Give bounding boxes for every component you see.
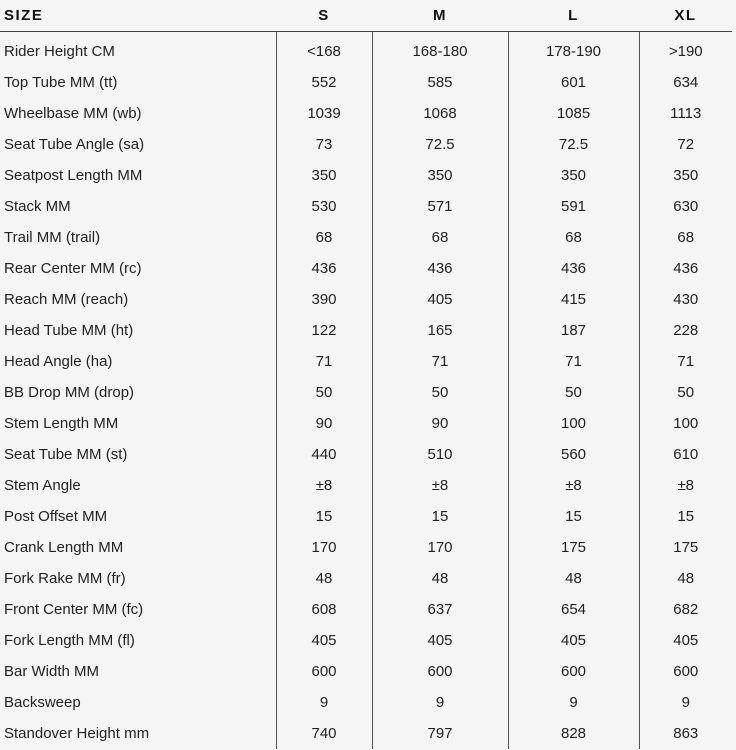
- size-s-header: S: [276, 0, 372, 32]
- cell-value: 828: [508, 718, 639, 749]
- cell-value: 50: [508, 377, 639, 408]
- table-row: [0, 284, 732, 315]
- cell-value: 600: [276, 656, 372, 687]
- cell-value: ±8: [276, 470, 372, 501]
- cell-value: 175: [508, 532, 639, 563]
- table-row: [0, 656, 732, 687]
- size-l-header: L: [508, 0, 639, 32]
- cell-value: 170: [372, 532, 508, 563]
- cell-value: 510: [372, 439, 508, 470]
- cell-value: 350: [372, 160, 508, 191]
- cell-value: 405: [372, 284, 508, 315]
- cell-value: 863: [639, 718, 732, 749]
- cell-value: 48: [639, 563, 732, 594]
- cell-value: 90: [372, 408, 508, 439]
- table-row: [0, 346, 732, 377]
- table-row: [0, 594, 732, 625]
- row-label: Stem Angle: [4, 477, 81, 494]
- table-row: [0, 98, 732, 129]
- cell-value: 440: [276, 439, 372, 470]
- table-row: [0, 253, 732, 284]
- table-row: [0, 470, 732, 501]
- cell-value: 50: [639, 377, 732, 408]
- table-row: [0, 625, 732, 656]
- cell-value: 1113: [639, 98, 732, 129]
- row-label: Top Tube MM (tt): [4, 74, 118, 91]
- cell-value: 415: [508, 284, 639, 315]
- table-header: [0, 0, 732, 32]
- cell-value: 591: [508, 191, 639, 222]
- cell-value: 350: [639, 160, 732, 191]
- cell-value: 15: [276, 501, 372, 532]
- row-label: Rear Center MM (rc): [4, 260, 142, 277]
- cell-value: 682: [639, 594, 732, 625]
- cell-value: 228: [639, 315, 732, 346]
- cell-value: 187: [508, 315, 639, 346]
- table-row: [0, 191, 732, 222]
- table-row: [0, 377, 732, 408]
- cell-value: ±8: [639, 470, 732, 501]
- cell-value: 71: [276, 346, 372, 377]
- cell-value: 571: [372, 191, 508, 222]
- cell-value: 73: [276, 129, 372, 160]
- row-label: Wheelbase MM (wb): [4, 105, 142, 122]
- cell-value: 405: [508, 625, 639, 656]
- cell-value: 72.5: [372, 129, 508, 160]
- cell-value: 48: [276, 563, 372, 594]
- cell-value: 100: [639, 408, 732, 439]
- row-label: Stem Length MM: [4, 415, 119, 432]
- row-label: Rider Height CM: [4, 43, 115, 60]
- cell-value: 170: [276, 532, 372, 563]
- row-label: Seat Tube MM (st): [4, 446, 128, 463]
- row-label: Stack MM: [4, 198, 71, 215]
- cell-value: 9: [372, 687, 508, 718]
- row-label: Trail MM (trail): [4, 229, 101, 246]
- table-body: [0, 32, 732, 750]
- table-row: [0, 687, 732, 718]
- size-m-header: M: [372, 0, 508, 32]
- table-row: [0, 501, 732, 532]
- cell-value: 600: [372, 656, 508, 687]
- row-label: Bar Width MM: [4, 663, 100, 680]
- cell-value: 600: [508, 656, 639, 687]
- cell-value: 600: [639, 656, 732, 687]
- row-label: Post Offset MM: [4, 508, 108, 525]
- cell-value: 15: [372, 501, 508, 532]
- cell-value: 50: [372, 377, 508, 408]
- row-label: Backsweep: [4, 694, 81, 711]
- cell-value: 15: [639, 501, 732, 532]
- table-row: [0, 532, 732, 563]
- cell-value: 90: [276, 408, 372, 439]
- row-label: Standover Height mm: [4, 725, 150, 742]
- cell-value: 430: [639, 284, 732, 315]
- cell-value: 630: [639, 191, 732, 222]
- cell-value: 50: [276, 377, 372, 408]
- table-row: [0, 67, 732, 98]
- size-xl-header: XL: [639, 0, 732, 32]
- row-label: Crank Length MM: [4, 539, 124, 556]
- cell-value: 436: [639, 253, 732, 284]
- cell-value: 552: [276, 67, 372, 98]
- table-row: [0, 129, 732, 160]
- cell-value: ±8: [372, 470, 508, 501]
- cell-value: 68: [372, 222, 508, 253]
- table-row: [0, 563, 732, 594]
- cell-value: 9: [639, 687, 732, 718]
- cell-value: 560: [508, 439, 639, 470]
- cell-value: 610: [639, 439, 732, 470]
- cell-value: 585: [372, 67, 508, 98]
- cell-value: 1085: [508, 98, 639, 129]
- cell-value: 530: [276, 191, 372, 222]
- cell-value: 405: [372, 625, 508, 656]
- table-row: [0, 222, 732, 253]
- table-row: [0, 32, 732, 68]
- cell-value: 72.5: [508, 129, 639, 160]
- row-label: Reach MM (reach): [4, 291, 129, 308]
- cell-value: 1068: [372, 98, 508, 129]
- row-label: Seat Tube Angle (sa): [4, 136, 145, 153]
- row-label: BB Drop MM (drop): [4, 384, 135, 401]
- cell-value: 436: [372, 253, 508, 284]
- row-label: Seatpost Length MM: [4, 167, 143, 184]
- cell-value: 68: [639, 222, 732, 253]
- cell-value: 175: [639, 532, 732, 563]
- table-row: [0, 408, 732, 439]
- cell-value: 178-190: [508, 32, 639, 68]
- cell-value: 68: [508, 222, 639, 253]
- cell-value: 48: [372, 563, 508, 594]
- cell-value: 797: [372, 718, 508, 749]
- cell-value: 634: [639, 67, 732, 98]
- cell-value: 71: [372, 346, 508, 377]
- cell-value: 168-180: [372, 32, 508, 68]
- table-row: [0, 439, 732, 470]
- size-header: SIZE: [0, 0, 276, 32]
- cell-value: 100: [508, 408, 639, 439]
- row-label: Fork Length MM (fl): [4, 632, 135, 649]
- table-row: [0, 160, 732, 191]
- cell-value: 350: [508, 160, 639, 191]
- row-label: Head Angle (ha): [4, 353, 113, 370]
- cell-value: 740: [276, 718, 372, 749]
- cell-value: <168: [276, 32, 372, 68]
- cell-value: 165: [372, 315, 508, 346]
- cell-value: 390: [276, 284, 372, 315]
- cell-value: 405: [639, 625, 732, 656]
- cell-value: 350: [276, 160, 372, 191]
- cell-value: 9: [276, 687, 372, 718]
- cell-value: 15: [508, 501, 639, 532]
- table-row: [0, 718, 732, 749]
- table-row: [0, 315, 732, 346]
- cell-value: 71: [639, 346, 732, 377]
- cell-value: 405: [276, 625, 372, 656]
- cell-value: 1039: [276, 98, 372, 129]
- row-label: Fork Rake MM (fr): [4, 570, 126, 587]
- cell-value: 71: [508, 346, 639, 377]
- row-label: Front Center MM (fc): [4, 601, 144, 618]
- cell-value: 637: [372, 594, 508, 625]
- cell-value: ±8: [508, 470, 639, 501]
- header-row: [0, 0, 732, 32]
- cell-value: 9: [508, 687, 639, 718]
- cell-value: 608: [276, 594, 372, 625]
- cell-value: >190: [639, 32, 732, 68]
- cell-value: 68: [276, 222, 372, 253]
- cell-value: 122: [276, 315, 372, 346]
- cell-value: 72: [639, 129, 732, 160]
- cell-value: 436: [508, 253, 639, 284]
- row-label: Head Tube MM (ht): [4, 322, 134, 339]
- cell-value: 601: [508, 67, 639, 98]
- cell-value: 654: [508, 594, 639, 625]
- cell-value: 436: [276, 253, 372, 284]
- cell-value: 48: [508, 563, 639, 594]
